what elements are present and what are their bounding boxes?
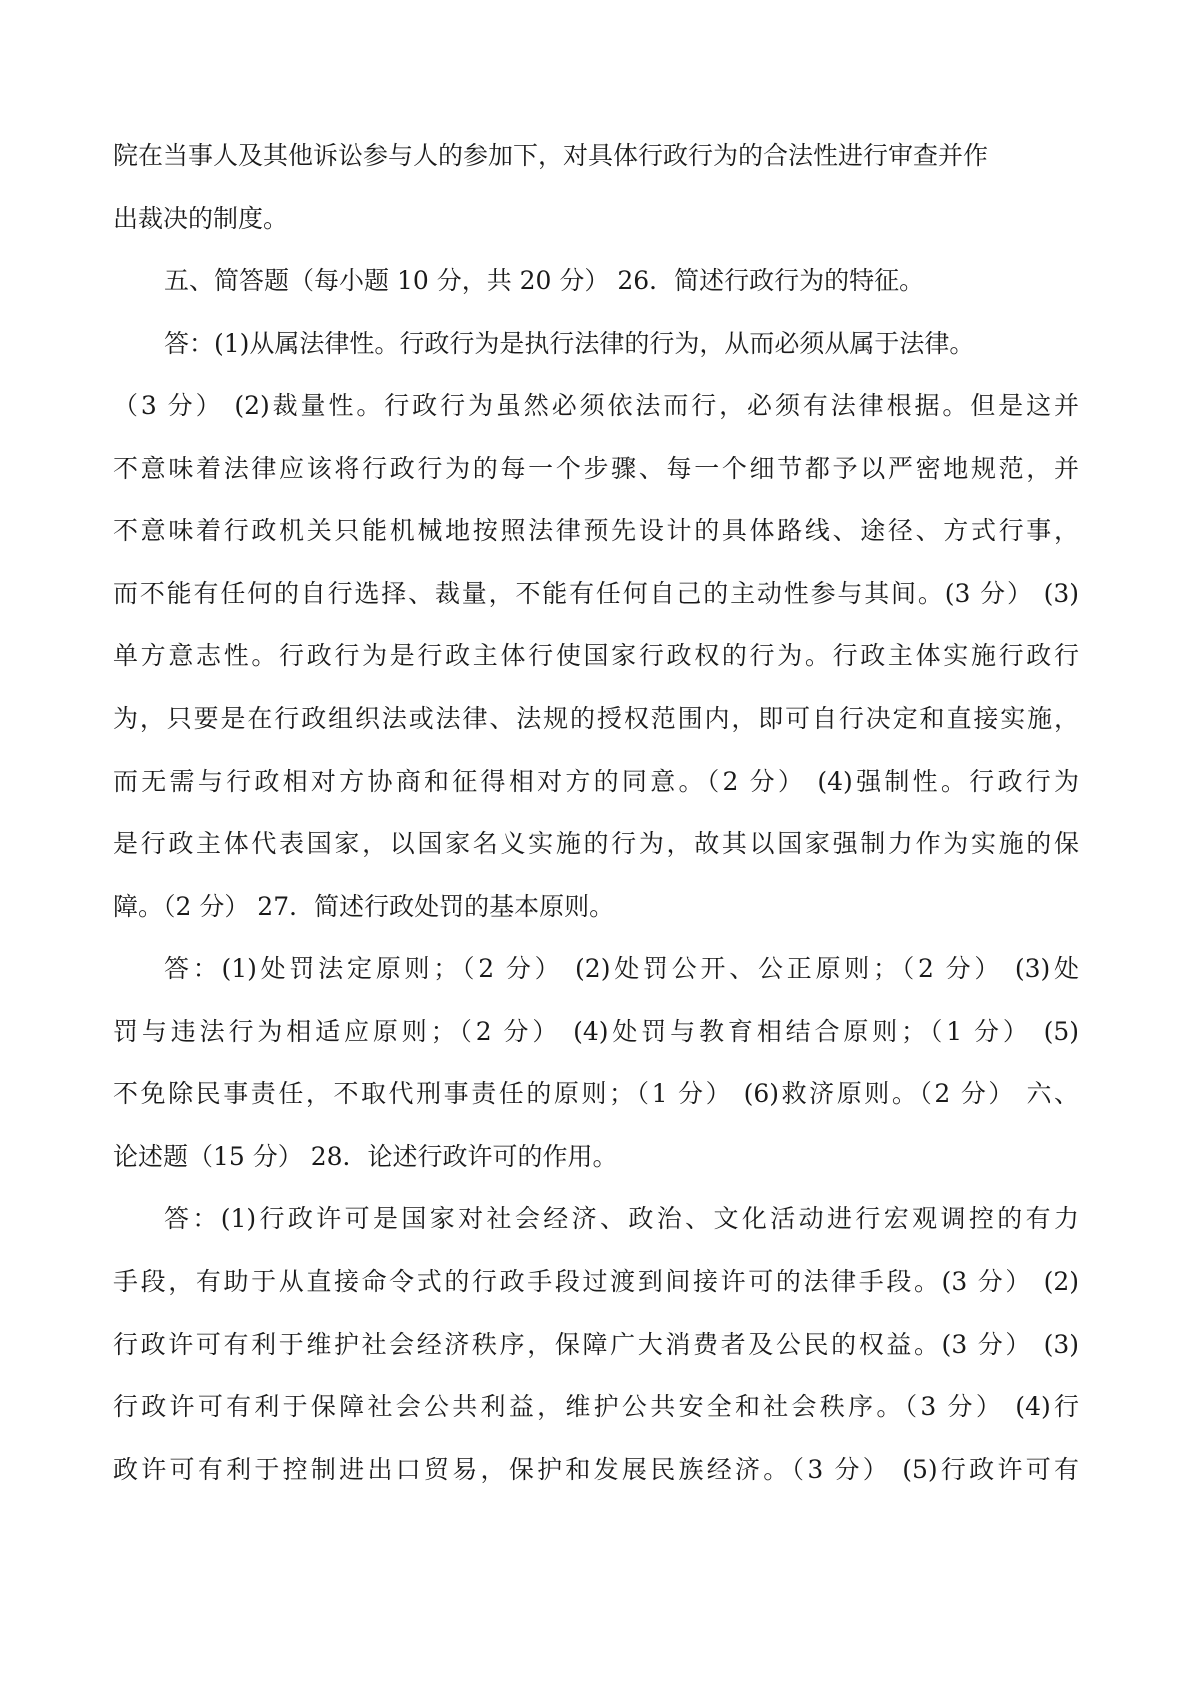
text-line: 行政许可有利于保障社会公共利益，维护公共安全和社会秩序。（3 分） (4)行 — [113, 1392, 1079, 1421]
text-line: 不意味着法律应该将行政行为的每一个步骤、每一个细节都予以严密地规范，并 — [113, 454, 1079, 483]
answer-line: 答：(1)处罚法定原则；（2 分） (2)处罚公开、公正原则；（2 分） (3)处 — [164, 954, 1079, 983]
text-line: 为，只要是在行政组织法或法律、法规的授权范围内，即可自行决定和直接实施， — [113, 704, 1079, 733]
text-line: 不免除民事责任，不取代刑事责任的原则；（1 分） (6)救济原则。（2 分） 六、 — [113, 1079, 1079, 1108]
text-line: 行政许可有利于维护社会经济秩序，保障广大消费者及公民的权益。(3 分） (3) — [113, 1330, 1079, 1359]
text-line: 是行政主体代表国家，以国家名义实施的行为，故其以国家强制力作为实施的保 — [113, 829, 1079, 858]
text-line: （3 分） (2)裁量性。行政行为虽然必须依法而行，必须有法律根据。但是这并 — [113, 391, 1079, 420]
text-line: 出裁决的制度。 — [113, 204, 289, 233]
question-27-line: 障。（2 分） 27．简述行政处罚的基本原则。 — [113, 892, 615, 921]
text-line: 不意味着行政机关只能机械地按照法律预先设计的具体路线、途径、方式行事， — [113, 516, 1079, 545]
answer-line: 答：(1)行政许可是国家对社会经济、政治、文化活动进行宏观调控的有力 — [164, 1204, 1079, 1233]
section-heading-short-answer: 五、简答题（每小题 10 分，共 20 分） 26．简述行政行为的特征。 — [164, 266, 925, 295]
text-line: 而无需与行政相对方协商和征得相对方的同意。（2 分） (4)强制性。行政行为 — [113, 767, 1079, 796]
text-line: 而不能有任何的自行选择、裁量，不能有任何自己的主动性参与其间。(3 分） (3) — [113, 579, 1079, 608]
text-line: 单方意志性。行政行为是行政主体行使国家行政权的行为。行政主体实施行政行 — [113, 641, 1079, 670]
text-line: 手段，有助于从直接命令式的行政手段过渡到间接许可的法律手段。(3 分） (2) — [113, 1267, 1079, 1296]
section-heading-essay: 论述题（15 分） 28．论述行政许可的作用。 — [113, 1142, 618, 1171]
text-line: 政许可有利于控制进出口贸易，保护和发展民族经济。（3 分） (5)行政许可有 — [113, 1455, 1079, 1484]
text-line: 院在当事人及其他诉讼参与人的参加下，对具体行政行为的合法性进行审查并作 — [113, 141, 989, 170]
text-line: 罚与违法行为相适应原则；（2 分） (4)处罚与教育相结合原则；（1 分） (5) — [113, 1017, 1079, 1046]
answer-line: 答：(1)从属法律性。行政行为是执行法律的行为，从而必须从属于法律。 — [164, 329, 975, 358]
